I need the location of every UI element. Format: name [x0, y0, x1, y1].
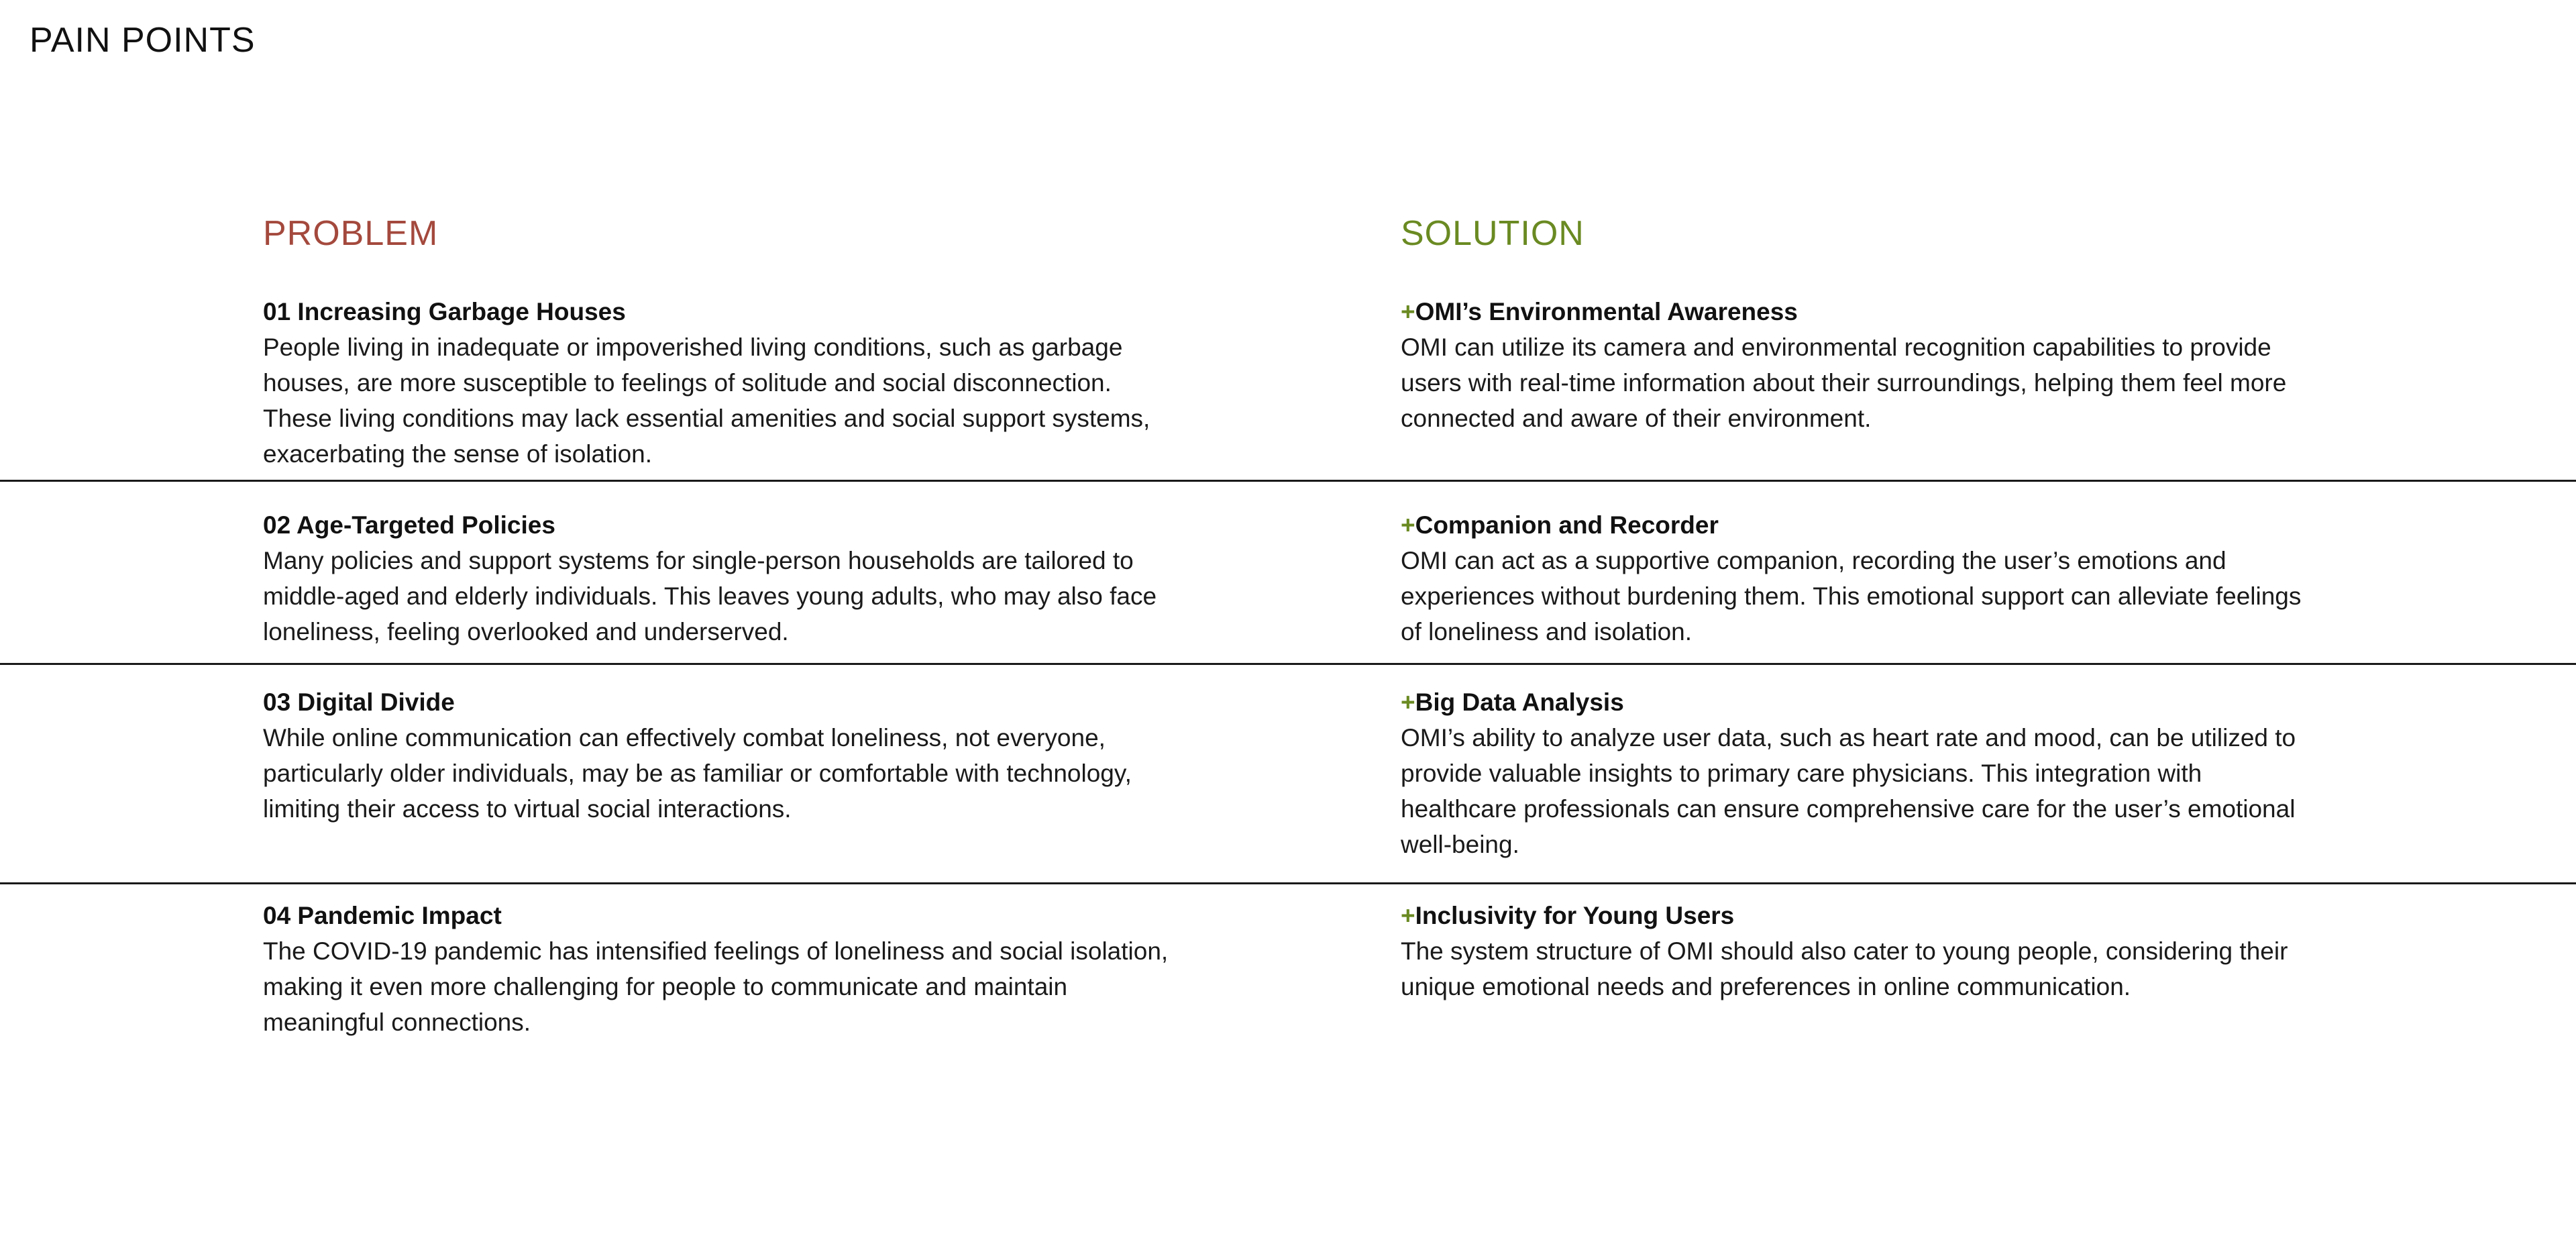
row-divider	[0, 480, 2576, 482]
problem-item-body: While online communication can effectively combat loneliness, not everyone, particularly older individuals, may be as familiar or comfortable with technology, limiting their access to virtual social interactions.	[263, 724, 1132, 823]
solution-item-title-row	[1401, 898, 2320, 933]
solution-heading: SOLUTION	[1401, 214, 1585, 253]
solution-item-4	[1401, 898, 2320, 1004]
solution-item-2	[1401, 507, 2320, 650]
problem-item-1	[263, 294, 1182, 472]
row-divider	[0, 663, 2576, 665]
solution-item-body: The system structure of OMI should also cater to young people, considering their unique emotional needs and preferences in online communication.	[1401, 937, 2288, 1000]
problem-item-body: The COVID-19 pandemic has intensified feelings of loneliness and social isolation, making it even more challenging for people to communicate and maintain meaningful connections.	[263, 937, 1169, 1036]
solution-item-title-row	[1401, 684, 2320, 720]
problem-item-title: 03 Digital Divide	[263, 688, 455, 716]
solution-item-title: Inclusivity for Young Users	[1415, 902, 1735, 929]
problem-item-title: 01 Increasing Garbage Houses	[263, 298, 626, 325]
solution-item-3	[1401, 684, 2320, 862]
problem-item-3	[263, 684, 1182, 827]
problem-item-2	[263, 507, 1182, 650]
problem-item-title: 04 Pandemic Impact	[263, 902, 502, 929]
solution-item-title-row	[1401, 507, 2320, 543]
row-divider	[0, 882, 2576, 884]
page-title: PAIN POINTS	[30, 21, 256, 60]
problem-item-body: People living in inadequate or impoverished living conditions, such as garbage houses, are more susceptible to feelings of solitude and social disconnection. These living conditions may lack essential amenities and social support systems, exacerbating the sense of isolation.	[263, 333, 1150, 468]
solution-item-title: Companion and Recorder	[1415, 511, 1719, 539]
solution-item-title: OMI’s Environmental Awareness	[1415, 298, 1798, 325]
plus-icon: +	[1401, 298, 1415, 325]
plus-icon: +	[1401, 511, 1415, 539]
solution-item-title-row	[1401, 294, 2320, 329]
problem-item-title: 02 Age-Targeted Policies	[263, 511, 555, 539]
plus-icon: +	[1401, 902, 1415, 929]
solution-item-body: OMI’s ability to analyze user data, such as heart rate and mood, can be utilized to provide valuable insights to primary care physicians. This integration with healthcare professionals can ensure comprehensive care for the user’s emotional well-being.	[1401, 724, 2296, 858]
solution-item-title: Big Data Analysis	[1415, 688, 1624, 716]
problem-item-4	[263, 898, 1182, 1040]
solution-item-body: OMI can act as a supportive companion, recording the user’s emotions and experiences without burdening them. This emotional support can alleviate feelings of loneliness and isolation.	[1401, 547, 2302, 645]
solution-item-body: OMI can utilize its camera and environmental recognition capabilities to provide users with real-time information about their surroundings, helping them feel more connected and aware of their environment.	[1401, 333, 2287, 432]
problem-heading: PROBLEM	[263, 214, 439, 253]
problem-item-body: Many policies and support systems for single-person households are tailored to middle-aged and elderly individuals. This leaves young adults, who may also face loneliness, feeling overlooked and underserved.	[263, 547, 1157, 645]
solution-item-1	[1401, 294, 2320, 436]
plus-icon: +	[1401, 688, 1415, 716]
